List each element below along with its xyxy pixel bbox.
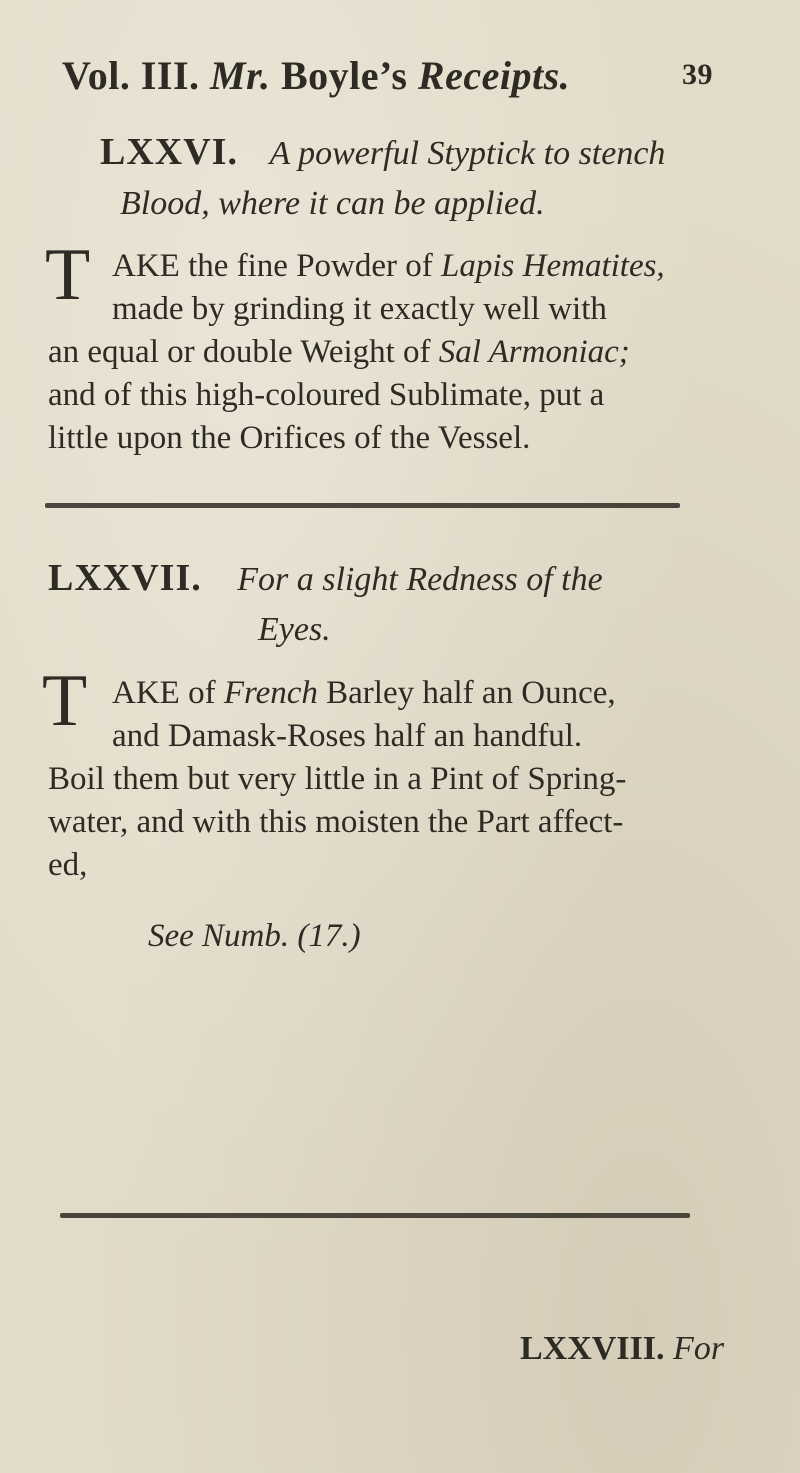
running-title-main: Boyle’s <box>280 53 408 98</box>
receipt-77-drop-cap: T <box>42 660 88 742</box>
running-title-italic: Receipts. <box>417 53 571 98</box>
receipt-76-drop-cap: T <box>45 234 91 316</box>
receipt-76-line-1-start: AKE the fine Powder of <box>112 248 442 284</box>
receipt-77-line-1-end: Barley half an Ounce, <box>317 675 616 711</box>
receipt-76-line-4: and of this high-coloured Sublimate, put a <box>48 377 605 413</box>
receipt-76-line-2: made by grinding it exactly well with <box>112 291 607 327</box>
receipt-76-title-line2: Blood, where it can be applied. <box>120 185 545 222</box>
running-title <box>210 53 570 98</box>
running-title-prefix: Mr. <box>210 53 271 98</box>
receipt-77-number: LXXVII. <box>48 557 202 599</box>
receipt-77-line-1-start: AKE of <box>112 675 224 711</box>
catchword-number: LXXVIII. <box>520 1330 665 1367</box>
receipt-77-line-3: Boil them but very little in a Pint of Spring- <box>48 761 627 797</box>
receipt-77-line-1 <box>112 672 616 715</box>
section-divider <box>45 503 680 508</box>
receipt-76-title-line1: A powerful Styptick to stench <box>269 135 666 172</box>
receipt-76-line-3 <box>48 331 630 374</box>
receipt-77-heading-line1 <box>48 556 603 602</box>
receipt-77-line-5: ed, <box>48 847 88 883</box>
receipt-76-line-5: little upon the Orifices of the Vessel. <box>48 420 531 456</box>
receipt-76-line-1-italic: Lapis Hematites, <box>441 248 665 284</box>
receipt-76-line-1 <box>112 245 665 288</box>
volume-label: Vol. III. <box>62 53 200 98</box>
receipt-76-heading-line2 <box>120 180 545 226</box>
receipt-77-line-2: and Damask-Roses half an handful. <box>112 718 583 754</box>
receipt-77-heading-line2 <box>258 606 331 652</box>
receipt-77-title-line1: For a slight Redness of the <box>237 561 603 598</box>
receipt-77-line-1-italic: French <box>223 675 318 711</box>
receipt-77-line-4: water, and with this moisten the Part affect- <box>48 804 624 840</box>
receipt-76-line-3-italic: Sal Armoniac; <box>438 334 630 370</box>
section-divider <box>60 1213 690 1218</box>
receipt-76-number: LXXVI. <box>100 131 238 173</box>
catchword-word: For <box>673 1330 725 1367</box>
receipt-77-title-line2: Eyes. <box>258 611 331 648</box>
receipt-76-line-3-start: an equal or double Weight of <box>48 334 439 370</box>
receipt-76-heading-line1 <box>100 130 665 176</box>
running-head <box>62 52 782 99</box>
page-number: 39 <box>682 58 713 91</box>
see-also-reference: See Numb. (17.) <box>148 918 361 954</box>
catchword <box>520 1330 724 1368</box>
